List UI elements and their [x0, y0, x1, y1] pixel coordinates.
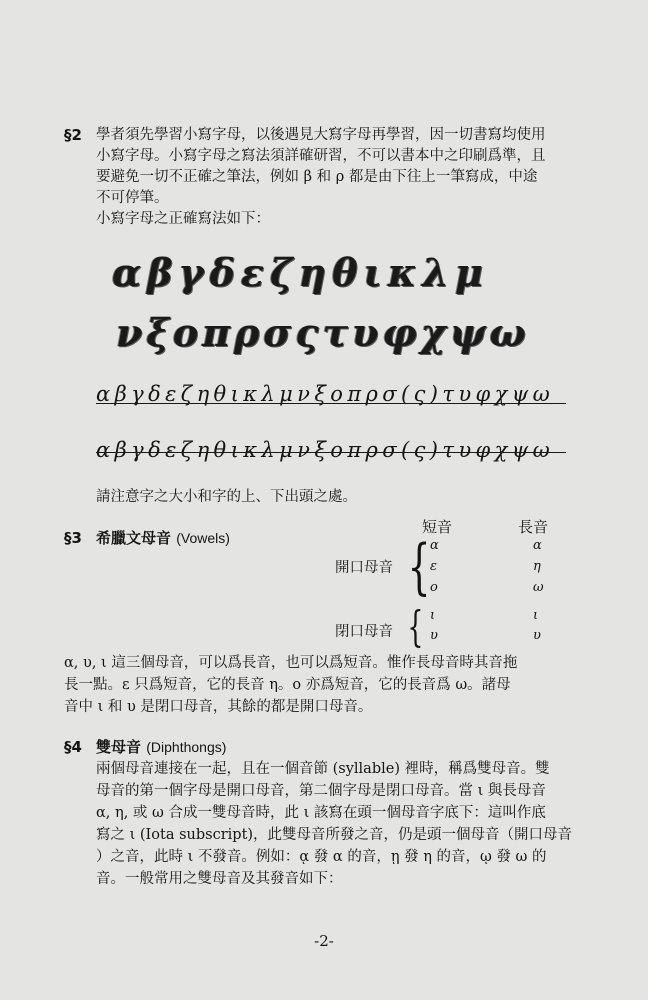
closed-vowel-brace: {	[407, 602, 424, 651]
page-number: -2-	[314, 932, 334, 950]
handwritten-alphabet-row-1: αβγδεζηθικλμ	[112, 250, 489, 295]
closed-long-iota: ι	[533, 608, 539, 623]
section-4-line-1: 兩個母音連接在一起，且在一個音節 (syllable) 裡時，稱爲雙母音。雙	[96, 761, 550, 777]
handwritten-alphabet-row-2: νξοπρσςτυφχψω	[116, 310, 530, 355]
section-2-line-2: 小寫字母。小寫字母之寫法須詳確研習，不可以書本中之印刷爲準，且	[96, 148, 546, 164]
closed-long-upsilon: υ	[533, 628, 541, 643]
writing-baseline-2	[96, 452, 566, 453]
section-3-line-1: α, υ, ι 這三個母音，可以爲長音，也可以爲短音。惟作長母音時其音拖	[64, 655, 518, 671]
printed-alphabet-row-1: αβγδεζηθικλμνξοπρσ(ς)τυφχψω	[96, 382, 555, 406]
section-3-heading-en: (Vowels)	[176, 530, 230, 546]
printed-alphabet-row-2: αβγδεζηθικλμνξοπρσ(ς)τυφχψω	[96, 438, 555, 462]
section-4-heading	[96, 737, 226, 757]
section-4-line-4: 寫之 ι (Iota subscript)，此雙母音所發之音，仍是頭一個母音（開口母音	[96, 827, 573, 843]
section-3-line-2: 長一點。ε 只爲短音，它的長音 η。ο 亦爲短音，它的長音爲 ω。諸母	[64, 677, 511, 693]
section-2-marker: §2	[64, 126, 82, 144]
section-2-line-1: 學者須先學習小寫字母，以後遇見大寫字母再學習，因一切書寫均使用	[96, 127, 546, 143]
section-2-line-4: 不可停筆。	[96, 190, 169, 206]
open-long-alpha: α	[533, 538, 542, 553]
section-4-heading-zh: 雙母音	[96, 738, 142, 756]
section-3-line-3: 音中 ι 和 υ 是閉口母音，其餘的都是開口母音。	[64, 699, 373, 715]
section-2-intro: 小寫字母之正確寫法如下：	[96, 211, 270, 227]
short-vowel-header: 短音	[422, 518, 453, 536]
closed-short-upsilon: υ	[430, 628, 438, 643]
section-4-line-3: α, η, 或 ω 合成一雙母音時，此 ι 該寫在頭一個母音字底下：這叫作底	[96, 805, 546, 821]
open-long-omega: ω	[533, 580, 544, 595]
section-2-line-3: 要避免一切不正確之筆法，例如 β 和 ρ 都是由下往上一筆寫成，中途	[96, 169, 538, 185]
open-short-epsilon: ε	[430, 559, 437, 574]
closed-vowel-label: 閉口母音	[335, 624, 393, 640]
open-long-eta: η	[533, 559, 541, 574]
section-3-heading-zh: 希臘文母音	[96, 529, 172, 547]
long-vowel-header: 長音	[518, 518, 549, 536]
section-4-line-2: 母音的第一個字母是開口母音，第二個字母是閉口母音。當 ι 與長母音	[96, 783, 546, 799]
writing-baseline-1	[96, 403, 566, 404]
section-4-line-6: 音。一般常用之雙母音及其發音如下：	[96, 871, 343, 887]
section-4-line-5: ）之音，此時 ι 不發音。例如：ᾳ 發 α 的音，ῃ 發 η 的音，ῳ 發 ω 的	[96, 849, 547, 865]
open-vowel-label: 開口母音	[335, 560, 393, 576]
section-4-marker: §4	[64, 738, 82, 756]
section-3-heading	[96, 528, 230, 548]
open-short-alpha: α	[430, 538, 439, 553]
section-2-note: 請注意字之大小和字的上、下出頭之處。	[96, 489, 357, 505]
open-short-omicron: ο	[430, 580, 438, 595]
closed-short-iota: ι	[430, 608, 436, 623]
open-vowel-brace: {	[407, 532, 431, 602]
section-4-heading-en: (Diphthongs)	[146, 739, 227, 755]
section-3-marker: §3	[64, 529, 82, 547]
